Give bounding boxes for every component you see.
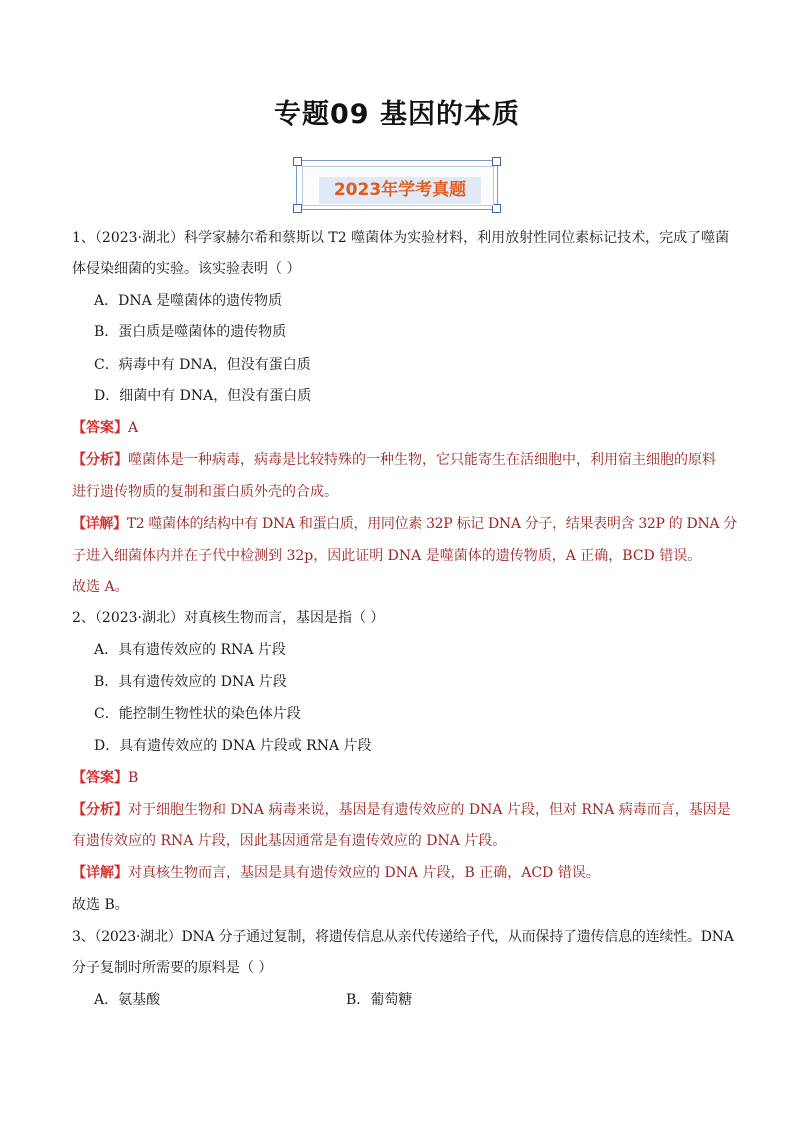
- question-2-stem-line-1: 2、（2023·湖北）对真核生物而言，基因是指（ ）: [72, 610, 385, 626]
- answer-tag: 【答案】: [72, 420, 128, 436]
- question-1-option-a: A．DNA 是噬菌体的遗传物质: [94, 293, 283, 309]
- question-3-option-a: A．氨基酸: [94, 992, 161, 1008]
- question-1-analysis-line-1: [72, 450, 716, 470]
- banner-inner-frame: [302, 166, 494, 206]
- question-1-conclusion: 故选 A。: [72, 579, 129, 595]
- question-2-option-c: C．能控制生物性状的染色体片段: [94, 706, 301, 722]
- question-2-conclusion: 故选 B。: [72, 897, 129, 913]
- detail-text: T2 噬菌体的结构中有 DNA 和蛋白质，用同位素 32P 标记 DNA 分子，结果表明含 32P 的 DNA 分: [126, 516, 737, 532]
- question-1-option-d: D．细菌中有 DNA，但没有蛋白质: [94, 388, 312, 404]
- answer-tag: 【答案】: [72, 770, 128, 786]
- question-2-analysis-line-1: [72, 800, 731, 820]
- question-1-option-b: B．蛋白质是噬菌体的遗传物质: [94, 324, 287, 340]
- question-2-analysis-line-2: 有遗传效应的 RNA 片段，因此基因通常是有遗传效应的 DNA 片段。: [72, 833, 507, 849]
- question-3-stem-line-1: 3、（2023·湖北）DNA 分子通过复制，将遗传信息从亲代传递给子代，从而保持了遗传信息的连续性。DNA: [72, 929, 734, 945]
- analysis-tag: 【分析】: [72, 452, 128, 468]
- analysis-text: 对于细胞生物和 DNA 病毒来说，基因是有遗传效应的 DNA 片段，但对 RNA 病毒而言，基因是: [128, 802, 731, 818]
- section-banner: [296, 160, 498, 210]
- question-2-answer: [72, 768, 138, 788]
- corner-marker: [293, 157, 302, 166]
- question-1-detail-line-2: 子进入细菌体内并在子代中检测到 32p，因此证明 DNA 是噬菌体的遗传物质，A 正确，BCD 错误。: [72, 548, 702, 564]
- banner-frame: [296, 160, 498, 210]
- analysis-text: 噬菌体是一种病毒，病毒是比较特殊的一种生物，它只能寄生在活细胞中，利用宿主细胞的原料: [128, 452, 716, 468]
- question-2-option-a: A．具有遗传效应的 RNA 片段: [94, 642, 286, 658]
- question-1-option-c: C．病毒中有 DNA，但没有蛋白质: [94, 357, 311, 373]
- question-1-stem-line-2: 体侵染细菌的实验。该实验表明（ ）: [72, 261, 301, 277]
- detail-text: 对真核生物而言，基因是具有遗传效应的 DNA 片段，B 正确，ACD 错误。: [128, 865, 600, 881]
- question-1-stem-line-1: 1、（2023·湖北）科学家赫尔希和蔡斯以 T2 噬菌体为实验材料，利用放射性同位素标记技术，完成了噬菌: [72, 230, 730, 246]
- question-2-detail-line-1: [72, 863, 600, 883]
- question-3-stem-line-2: 分子复制时所需要的原料是（ ）: [72, 960, 273, 976]
- answer-value: A: [128, 420, 139, 436]
- page-title: 专题09 基因的本质: [274, 99, 520, 130]
- question-1-detail-line-1: [72, 514, 737, 534]
- question-2-option-b: B．具有遗传效应的 DNA 片段: [94, 674, 287, 690]
- question-2-option-d: D．具有遗传效应的 DNA 片段或 RNA 片段: [94, 738, 372, 754]
- detail-tag: 【详解】: [72, 516, 127, 532]
- corner-marker: [492, 157, 501, 166]
- analysis-tag: 【分析】: [72, 802, 128, 818]
- question-1-analysis-line-2: 进行遗传物质的复制和蛋白质外壳的合成。: [72, 484, 338, 500]
- banner-label: 2023年学考真题: [319, 177, 481, 204]
- question-3-option-b: B．葡萄糖: [346, 992, 413, 1008]
- corner-marker: [293, 204, 302, 213]
- detail-tag: 【详解】: [72, 865, 128, 881]
- question-1-answer: [72, 418, 138, 438]
- answer-value: B: [128, 770, 139, 786]
